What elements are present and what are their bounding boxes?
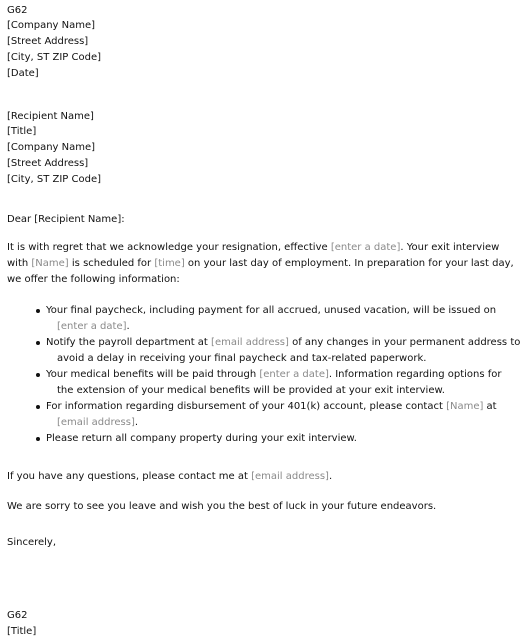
date-placeholder: [enter a date] (330, 242, 401, 253)
date-placeholder: [enter a date] (57, 321, 127, 332)
intro-line-2 (7, 257, 514, 270)
bullet-icon (36, 437, 40, 441)
sender-street: [Street Address] (7, 36, 89, 47)
sender-city: [City, ST ZIP Code] (7, 52, 102, 63)
intro-text: with (7, 258, 32, 269)
bullet-text: . (134, 417, 139, 428)
intro-text: on your last day of employment. In preparation for your last day, (184, 258, 514, 269)
signature-title: [Title] (7, 626, 37, 637)
bullet-3-line-1 (46, 368, 502, 381)
name-placeholder: [Name] (31, 258, 69, 269)
bullet-text: . (126, 321, 130, 332)
recipient-company: [Company Name] (7, 142, 96, 153)
questions-text: If you have any questions, please contact me at (7, 471, 252, 482)
email-placeholder: [email address] (57, 417, 135, 428)
bullet-text: Notify the payroll department at (46, 337, 212, 348)
name-placeholder: [Name] (446, 401, 484, 412)
sender-date: [Date] (7, 68, 39, 79)
bullet-text: . Information regarding options for (328, 369, 502, 380)
farewell-paragraph: We are sorry to see you leave and wish you the best of luck in your future endeavors. (7, 501, 437, 512)
bullet-5-line-1: Please return all company property during your exit interview. (46, 433, 357, 444)
recipient-title: [Title] (7, 126, 37, 137)
sender-name: G62 (7, 5, 28, 16)
email-placeholder: [email address] (211, 337, 289, 348)
intro-text: It is with regret that we acknowledge your resignation, effective (7, 242, 331, 253)
time-placeholder: [time] (154, 258, 185, 269)
bullet-3-line-2: the extension of your medical benefits will be provided at your exit interview. (57, 385, 445, 396)
intro-line-1 (7, 241, 499, 254)
bullet-2-line-1 (46, 336, 520, 349)
questions-text: . (328, 471, 333, 482)
bullet-2-line-2: avoid a delay in receiving your final paycheck and tax-related paperwork. (57, 353, 427, 364)
questions-paragraph (7, 470, 332, 483)
bullet-icon (36, 373, 40, 377)
salutation: Dear [Recipient Name]: (7, 214, 125, 225)
bullet-text: Your medical benefits will be paid through (46, 369, 260, 380)
bullet-icon (36, 405, 40, 409)
bullet-text: of any changes in your permanent address to (288, 337, 521, 348)
date-placeholder: [enter a date] (259, 369, 329, 380)
bullet-1-line-2 (57, 320, 130, 333)
bullet-text: For information regarding disbursement of your 401(k) account, please contact (46, 401, 447, 412)
sender-company: [Company Name] (7, 20, 96, 31)
bullet-4-line-2 (57, 416, 138, 429)
closing: Sincerely, (7, 537, 57, 548)
signature-name: G62 (7, 610, 28, 621)
intro-text: . Your exit interview (400, 242, 500, 253)
intro-line-3: we offer the following information: (7, 274, 180, 285)
recipient-street: [Street Address] (7, 158, 89, 169)
bullet-icon (36, 341, 40, 345)
bullet-4-line-1 (46, 400, 497, 413)
email-placeholder: [email address] (251, 471, 329, 482)
bullet-text: at (483, 401, 497, 412)
intro-text: is scheduled for (68, 258, 155, 269)
bullet-icon (36, 309, 40, 313)
recipient-name: [Recipient Name] (7, 111, 94, 122)
bullet-1-line-1: Your final paycheck, including payment for all accrued, unused vacation, will be issued on (46, 305, 497, 316)
recipient-city: [City, ST ZIP Code] (7, 174, 102, 185)
